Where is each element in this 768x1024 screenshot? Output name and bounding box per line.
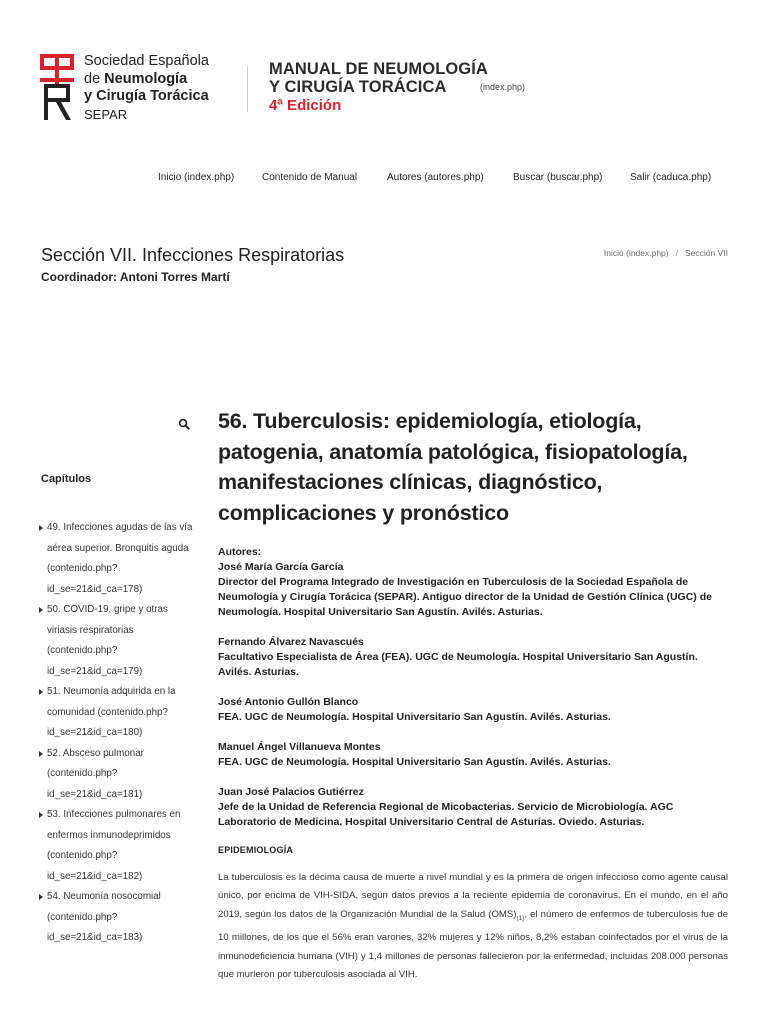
chapter-list [38,518,198,949]
epidemiology-text-part2: , el número de enfermos de tuberculosis fue de 10 millones, de los que el 56% eran varones, 32% mujeres y 12% niños, 8,2% estaban coinfectados por el virus de la inmunodeficiencia humana (VIH) y 1,4 millones de personas fallecieron por la enfermedad, incluidas 208.000 personas que murieron por tuberculosis asociada al VIH. [218,909,728,981]
author-affiliation: Director del Programa Integrado de Investigación en Tuberculosis de la Sociedad Española de Neumología y Cirugía Torácica (SEPAR). Antiguo director de la Unidad de Gestión Clínica (UGC) de Neumología. Hospital Universitario San Agustín. Avilés. Asturias. [218,575,712,618]
author-entry [218,635,728,680]
chapter-item[interactable] [38,744,198,806]
society-line1: Sociedad Española [84,53,209,69]
reference-link[interactable]: (1) [516,915,525,922]
chapter-item[interactable] [38,887,198,949]
chapter-item[interactable] [38,805,198,887]
breadcrumb [604,248,728,258]
manual-home-link[interactable]: (index.php) [480,82,526,92]
manual-title[interactable] [269,60,488,96]
chapter-item[interactable] [38,518,198,600]
chapter-item[interactable] [38,682,198,744]
author-affiliation: Jefe de la Unidad de Referencia Regional de Micobacterias. Servicio de Microbiología. AGC Laboratorio de Medicina. Hospital Universitario Central de Asturias. Oviedo. Asturias. [218,800,674,828]
section-title: Sección VII. Infecciones Respiratorias [41,245,345,265]
manual-title-line2: Y CIRUGÍA TORÁCICA [269,78,447,96]
chapter-link-52[interactable]: 52. Absceso pulmonar (contenido.php?id_se=21&id_ca=181) [47,747,144,800]
author-name: Manuel Ángel Villanueva Montes [218,740,381,753]
author-entry [218,740,728,770]
society-name[interactable] [84,53,209,123]
main-nav [0,172,768,186]
society-line2-bold: Neumología [104,70,188,87]
chapter-link-51[interactable]: 51. Neumonía adquirida en la comunidad (contenido.php?id_se=21&id_ca=180) [47,686,176,738]
site-header [0,0,768,140]
author-entry [218,785,728,830]
chapter-link-54[interactable]: 54. Neumonía nosocomial (contenido.php?id_se=21&id_ca=183) [47,891,161,943]
epidemiology-heading: EPIDEMIOLOGÍA [218,844,294,855]
author-entry [218,560,728,620]
nav-item-inicio[interactable]: Inicio (index.php) [158,172,235,183]
society-line2-prefix: de [84,70,105,87]
epidemiology-text-part1: La tuberculosis es la décima causa de muerte a nivel mundial y es la primera de origen infeccioso como agente causal único, por encima de VIH-SIDA, según datos previos a la reciente epidemia de coronavirus. En el mundo, en el año 2019, según los datos de la Organización Mundial de la Salud (OMS) [218,871,728,921]
manual-edition: 4ª Edición [269,97,342,114]
authors-label: Autores: [218,546,262,558]
chapter-link-49[interactable]: 49. Infecciones agudas de las vía aérea superior. Bronquitis aguda (contenido.php?id_se=21&id_ca=178) [47,522,193,595]
author-affiliation: FEA. UGC de Neumología. Hospital Universitario San Agustín. Avilés. Asturias. [218,710,611,723]
authors-block [218,545,728,830]
epidemiology-paragraph [218,869,728,986]
breadcrumb-separator: / [675,248,678,258]
section-coordinator: Coordinador: Antoni Torres Martí [41,270,230,284]
chapters-heading: Capítulos [41,473,92,485]
author-entry [218,695,728,725]
author-name: José Antonio Gullón Blanco [218,695,359,708]
nav-item-autores[interactable]: Autores (autores.php) [387,172,484,183]
author-name: José María García García [218,560,344,573]
nav-item-buscar[interactable]: Buscar (buscar.php) [513,172,603,183]
society-line4: SEPAR [84,106,128,122]
header-divider [247,66,248,112]
society-line3: y Cirugía Torácica [84,88,209,104]
author-affiliation: Facultativo Especialista de Área (FEA). UGC de Neumología. Hospital Universitario San Agustín. Avilés. Asturias. [218,650,698,678]
author-affiliation: FEA. UGC de Neumología. Hospital Universitario San Agustín. Avilés. Asturias. [218,755,611,768]
search-icon[interactable] [178,418,190,430]
separ-logo-icon[interactable] [38,52,76,124]
nav-item-salir[interactable]: Salir (caduca.php) [630,172,712,183]
chapter-item[interactable] [38,600,198,682]
breadcrumb-current: Sección VII [685,248,728,258]
chapter-link-50[interactable]: 50. COVID-19, gripe y otras viriasis respiratorias (contenido.php?id_se=21&id_ca=179) [47,604,168,677]
article-title: 56. Tuberculosis: epidemiología, etiología, patogenia, anatomía patológica, fisiopatología, manifestaciones clínicas, diagnóstico, complicaciones y pronóstico [218,409,688,525]
breadcrumb-home[interactable]: Inicio (index.php) [603,248,669,258]
article [218,406,728,985]
author-name: Juan José Palacios Gutiérrez [218,785,364,798]
author-name: Fernando Álvarez Navascués [218,635,364,648]
chapter-link-53[interactable]: 53. Infecciones pulmonares en enfermos inmunodeprimidos (contenido.php?id_se=21&id_ca=182) [47,809,181,882]
nav-item-contenido[interactable]: Contenido de Manual [262,172,358,183]
manual-title-line1: MANUAL DE NEUMOLOGÍA [269,60,488,78]
